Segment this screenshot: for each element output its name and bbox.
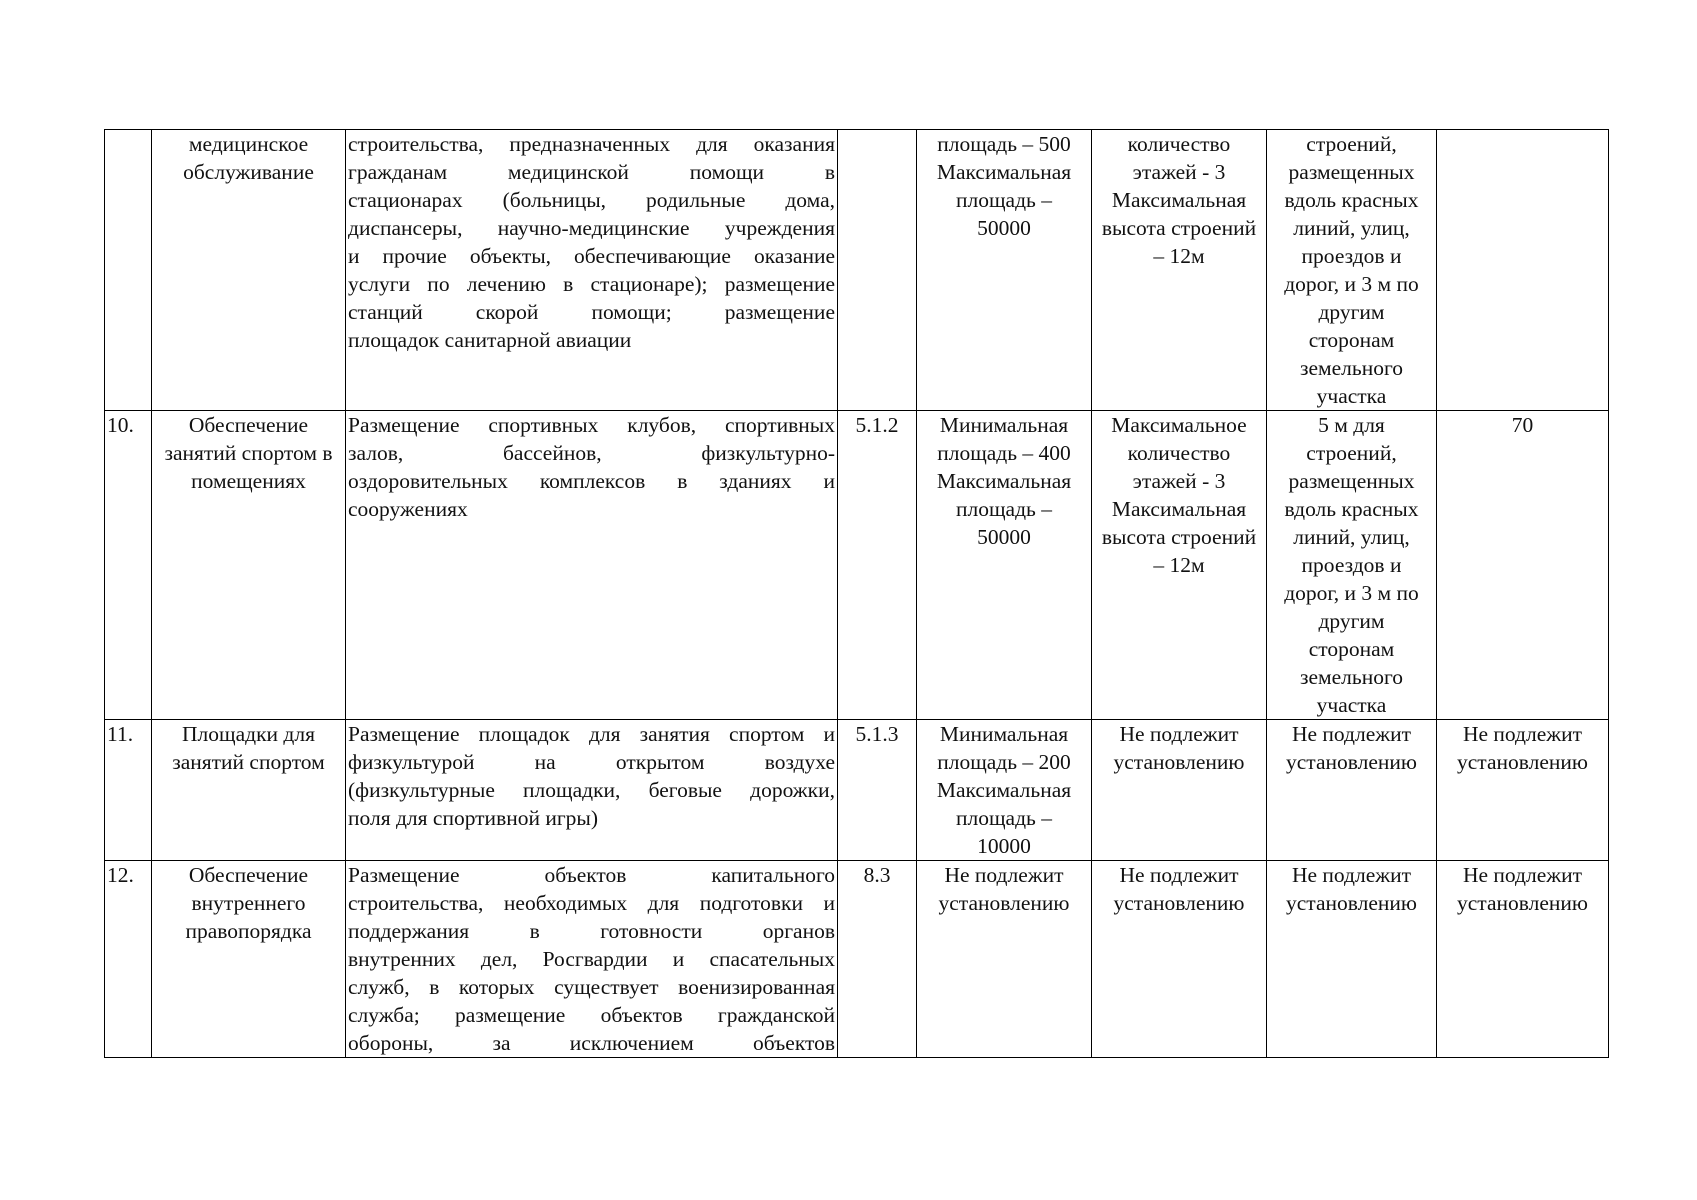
floors-height-limits-line: этажей - 3: [1132, 469, 1226, 493]
use-type-name: [152, 720, 346, 861]
use-type-name-line: медицинское: [188, 132, 309, 156]
setback-limits-line: дорог, и 3 м по: [1284, 581, 1419, 605]
setback-limits-line: строений,: [1306, 132, 1397, 156]
setback-limits-line: участка: [1316, 693, 1387, 717]
use-description-line: оздоровительных комплексов в зданиях и: [348, 469, 835, 493]
floors-height-limits-line: Максимальная: [1111, 497, 1247, 521]
setback-limits-line: установлению: [1286, 891, 1417, 915]
plot-area-limits-line: площадь –: [956, 806, 1052, 830]
classifier-code: [838, 130, 917, 411]
use-type-name: [152, 411, 346, 720]
setback-limits-line: размещенных: [1288, 160, 1415, 184]
use-description-line: диспансеры, научно-медицинские учреждения: [348, 216, 835, 240]
plot-area-limits-line: Максимальная: [936, 778, 1072, 802]
coverage-percent: [1437, 130, 1609, 411]
use-type-name-line: занятий спортом: [172, 750, 325, 774]
use-description-line: служб, в которых существует военизированная: [348, 975, 835, 999]
use-description: [346, 411, 838, 720]
use-description-line: залов, бассейнов, физкультурно-: [348, 441, 835, 465]
use-description-line: станций скорой помощи; размещение: [348, 300, 835, 324]
plot-area-limits: [917, 720, 1092, 861]
classifier-code: 5.1.2: [838, 411, 917, 720]
plot-area-limits-line: площадь –: [956, 497, 1052, 521]
setback-limits-line: вдоль красных: [1284, 497, 1419, 521]
classifier-code: 8.3: [838, 861, 917, 1058]
floors-height-limits-line: Максимальное: [1111, 413, 1247, 437]
floors-height-limits-line: Не подлежит: [1119, 722, 1239, 746]
use-type-name-line: занятий спортом в: [164, 441, 333, 465]
setback-limits-line: сторонам: [1308, 637, 1395, 661]
floors-height-limits: [1092, 720, 1267, 861]
use-description-line: сооружениях: [348, 497, 468, 521]
coverage-percent-line: установлению: [1457, 750, 1588, 774]
floors-height-limits-line: – 12м: [1153, 553, 1205, 577]
use-description-line: стационарах (больницы, родильные дома,: [348, 188, 835, 212]
use-description-line: поля для спортивной игры): [348, 806, 599, 830]
use-type-name-line: Обеспечение: [188, 863, 309, 887]
plot-area-limits-line: Максимальная: [936, 160, 1072, 184]
setback-limits-line: проездов и: [1301, 244, 1402, 268]
use-description: [346, 720, 838, 861]
floors-height-limits-line: этажей - 3: [1132, 160, 1226, 184]
classifier-code: 5.1.3: [838, 720, 917, 861]
plot-area-limits-line: 50000: [977, 525, 1031, 549]
use-type-name: [152, 861, 346, 1058]
table-row: [105, 411, 1609, 720]
floors-height-limits-line: высота строений: [1101, 525, 1257, 549]
use-description-line: (физкультурные площадки, беговые дорожки,: [348, 778, 835, 802]
plot-area-limits-line: Минимальная: [939, 413, 1069, 437]
table-row: [105, 130, 1609, 411]
floors-height-limits-line: Максимальная: [1111, 188, 1247, 212]
use-description-line: и прочие объекты, обеспечивающие оказание: [348, 244, 835, 268]
plot-area-limits-line: 10000: [977, 834, 1031, 858]
setback-limits-line: размещенных: [1288, 469, 1415, 493]
plot-area-limits-line: Минимальная: [939, 722, 1069, 746]
coverage-percent-line: 70: [1511, 413, 1534, 437]
coverage-percent: [1437, 861, 1609, 1058]
use-description-line: Размещение спортивных клубов, спортивных: [348, 413, 835, 437]
setback-limits-line: проездов и: [1301, 553, 1402, 577]
table-row: [105, 861, 1609, 1058]
floors-height-limits-line: – 12м: [1153, 244, 1205, 268]
setback-limits: [1267, 130, 1437, 411]
floors-height-limits-line: установлению: [1113, 891, 1245, 915]
setback-limits-line: вдоль красных: [1284, 188, 1419, 212]
use-description-line: строительства, необходимых для подготовки и: [348, 891, 835, 915]
use-description-line: услуги по лечению в стационаре); размещение: [348, 272, 835, 296]
setback-limits-line: линий, улиц,: [1293, 525, 1410, 549]
setback-limits-line: 5 м для: [1318, 413, 1385, 437]
setback-limits-line: Не подлежит: [1291, 863, 1412, 887]
floors-height-limits-line: количество: [1127, 441, 1231, 465]
use-description-line: Размещение объектов капитального: [348, 863, 835, 887]
setback-limits-line: дорог, и 3 м по: [1284, 272, 1419, 296]
plot-area-limits-line: площадь – 500: [937, 132, 1071, 156]
use-type-name-line: Обеспечение: [188, 413, 309, 437]
coverage-percent: [1437, 411, 1609, 720]
plot-area-limits-line: Не подлежит: [944, 863, 1064, 887]
floors-height-limits-line: количество: [1127, 132, 1231, 156]
use-type-name-line: Площадки для: [182, 722, 315, 746]
row-number: [105, 130, 152, 411]
use-description: [346, 861, 838, 1058]
use-type-name-line: помещениях: [191, 469, 306, 493]
setback-limits-line: земельного: [1299, 665, 1403, 689]
use-description-line: обороны, за исключением объектов: [348, 1031, 835, 1055]
floors-height-limits-line: Не подлежит: [1119, 863, 1239, 887]
use-type-name: [152, 130, 346, 411]
floors-height-limits-line: установлению: [1113, 750, 1245, 774]
use-description-line: строительства, предназначенных для оказания: [348, 132, 835, 156]
use-description-line: служба; размещение объектов гражданской: [348, 1003, 835, 1027]
setback-limits-line: сторонам: [1308, 328, 1395, 352]
floors-height-limits-line: высота строений: [1101, 216, 1257, 240]
use-description-line: Размещение площадок для занятия спортом и: [348, 722, 835, 746]
setback-limits-line: участка: [1316, 384, 1387, 408]
use-type-name-line: правопорядка: [185, 919, 312, 943]
land-use-regulations-table: [104, 129, 1609, 1058]
coverage-percent: [1437, 720, 1609, 861]
setback-limits-line: строений,: [1306, 441, 1397, 465]
use-description-line: площадок санитарной авиации: [348, 328, 632, 352]
plot-area-limits: [917, 130, 1092, 411]
plot-area-limits-line: Максимальная: [936, 469, 1072, 493]
use-type-name-line: обслуживание: [183, 160, 314, 184]
setback-limits: [1267, 861, 1437, 1058]
plot-area-limits-line: площадь – 400: [937, 441, 1071, 465]
use-description-line: физкультурой на открытом воздухе: [348, 750, 835, 774]
coverage-percent-line: установлению: [1457, 891, 1588, 915]
use-description-line: гражданам медицинской помощи в: [348, 160, 835, 184]
row-number: 11.: [105, 720, 152, 861]
plot-area-limits: [917, 411, 1092, 720]
setback-limits-line: Не подлежит: [1291, 722, 1412, 746]
setback-limits: [1267, 720, 1437, 861]
row-number: 12.: [105, 861, 152, 1058]
floors-height-limits: [1092, 411, 1267, 720]
use-type-name-line: внутреннего: [191, 891, 306, 915]
setback-limits-line: земельного: [1299, 356, 1403, 380]
row-number: 10.: [105, 411, 152, 720]
floors-height-limits: [1092, 130, 1267, 411]
plot-area-limits: [917, 861, 1092, 1058]
plot-area-limits-line: площадь –: [956, 188, 1052, 212]
plot-area-limits-line: 50000: [977, 216, 1031, 240]
setback-limits-line: другим: [1318, 609, 1385, 633]
setback-limits-line: линий, улиц,: [1293, 216, 1410, 240]
table-row: [105, 720, 1609, 861]
use-description: [346, 130, 838, 411]
setback-limits: [1267, 411, 1437, 720]
coverage-percent-line: Не подлежит: [1462, 863, 1583, 887]
use-description-line: внутренних дел, Росгвардии и спасательных: [348, 947, 835, 971]
floors-height-limits: [1092, 861, 1267, 1058]
coverage-percent-line: Не подлежит: [1462, 722, 1583, 746]
setback-limits-line: другим: [1318, 300, 1385, 324]
use-description-line: поддержания в готовности органов: [348, 919, 835, 943]
setback-limits-line: установлению: [1286, 750, 1417, 774]
plot-area-limits-line: площадь – 200: [937, 750, 1071, 774]
plot-area-limits-line: установлению: [938, 891, 1070, 915]
table-body: [105, 130, 1609, 1058]
